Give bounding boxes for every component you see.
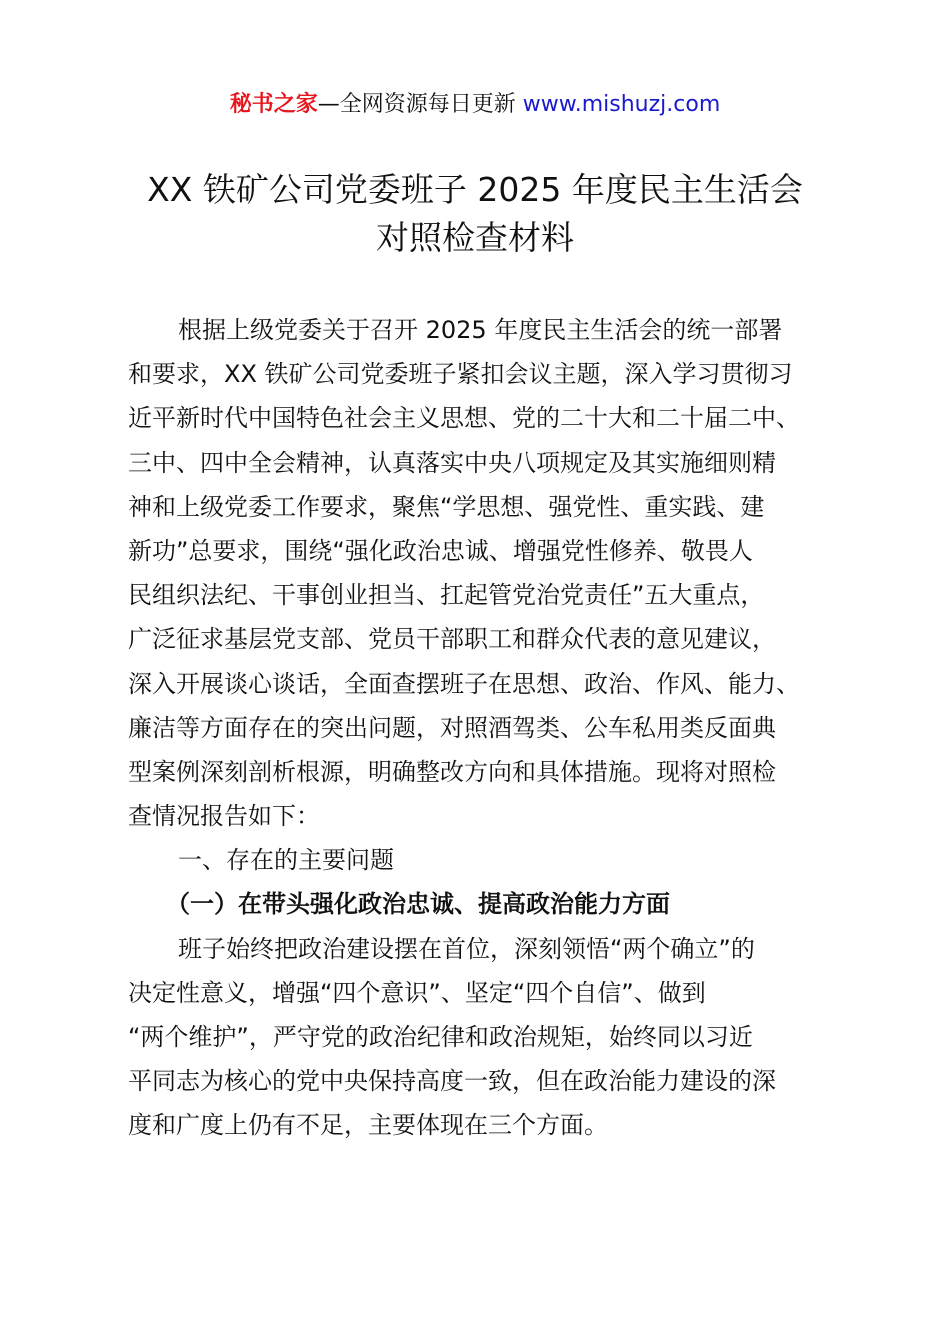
site-url-link[interactable]: www.mishuzj.com — [522, 92, 721, 117]
paragraph-line: “两个维护”，严守党的政治纪律和政治规矩，始终同以习近 — [128, 1023, 753, 1051]
paragraph-line: 决定性意义，增强“四个意识”、坚定“四个自信”、做到 — [128, 978, 706, 1007]
paragraph-line: 平同志为核心的党中央保持高度一致，但在政治能力建设的深 — [128, 1067, 776, 1096]
section-heading: 一、存在的主要问题 — [178, 846, 394, 875]
paragraph-line: 三中、四中全会精神，认真落实中央八项规定及其实施细则精 — [128, 448, 776, 477]
document-body — [128, 308, 848, 1148]
paragraph-line: 廉洁等方面存在的突出问题，对照酒驾类、公车私用类反面典 — [128, 713, 776, 742]
subsection-heading: （一）在带头强化政治忠诚、提高政治能力方面 — [166, 890, 670, 919]
paragraph-line: 神和上级党委工作要求，聚焦“学思想、强党性、重实践、建 — [128, 492, 765, 521]
paragraph-line: 广泛征求基层党支部、党员干部职工和群众代表的意见建议， — [128, 625, 776, 654]
paragraph-line: 班子始终把政治建设摆在首位，深刻领悟“两个确立”的 — [178, 934, 755, 963]
paragraph-line: 民组织法纪、干事创业担当、扛起管党治党责任”五大重点， — [128, 581, 765, 610]
document-title — [0, 166, 950, 262]
paragraph-line: 根据上级党委关于召开 2025 年度民主生活会的统一部署 — [178, 316, 783, 344]
paragraph-line: 查情况报告如下： — [128, 802, 320, 831]
paragraph-line: 度和广度上仍有不足，主要体现在三个方面。 — [128, 1111, 608, 1140]
paragraph-line: 深入开展谈心谈话，全面查摆班子在思想、政治、作风、能力、 — [128, 669, 800, 698]
brand-name: 秘书之家 — [229, 92, 318, 117]
paragraph-line: 近平新时代中国特色社会主义思想、党的二十大和二十届二中、 — [128, 404, 800, 433]
paragraph-line: 和要求，XX 铁矿公司党委班子紧扣会议主题，深入学习贯彻习 — [128, 360, 793, 389]
banner-slogan: —全网资源每日更新 — [317, 92, 523, 117]
paragraph-line: 型案例深刻剖析根源，明确整改方向和具体措施。现将对照检 — [128, 757, 776, 786]
title-line-2: 对照检查材料 — [376, 218, 574, 257]
paragraph-line: 新功”总要求，围绕“强化政治忠诚、增强党性修养、敬畏人 — [128, 536, 753, 565]
title-line-1: XX 铁矿公司党委班子 2025 年度民主生活会 — [147, 170, 803, 209]
site-banner — [0, 88, 950, 122]
